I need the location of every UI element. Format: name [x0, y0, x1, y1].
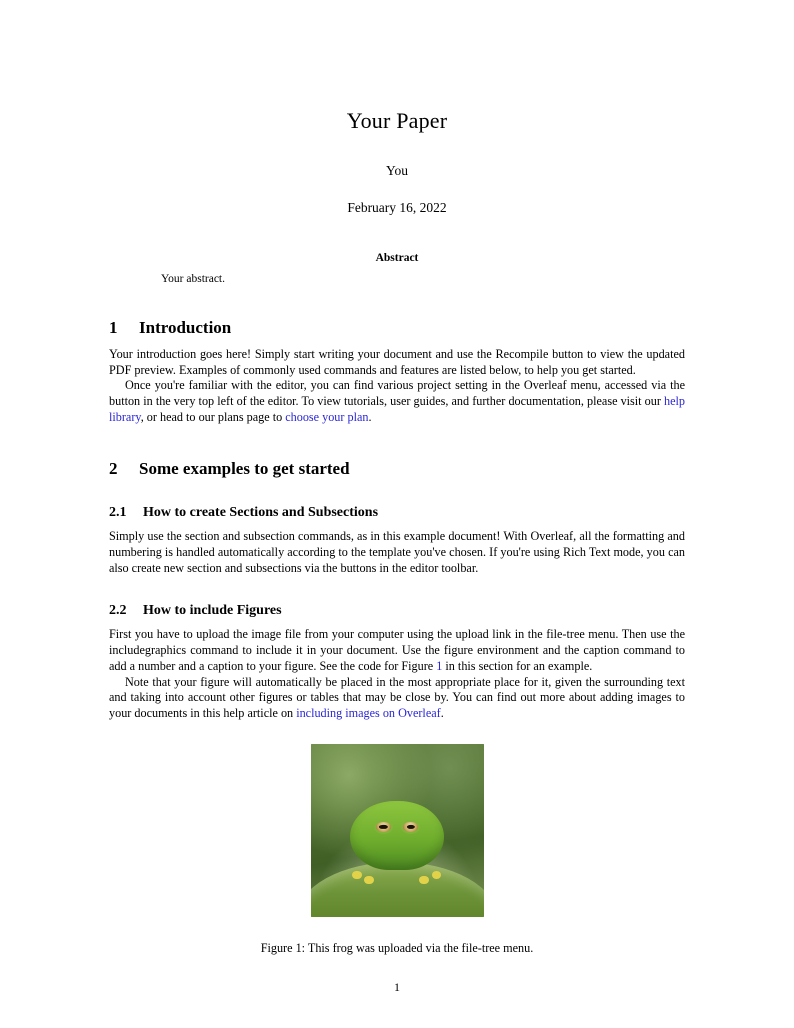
section-number-1: 1 [109, 318, 118, 337]
paragraph-2-2-2 [109, 675, 685, 723]
figure-reference-link[interactable]: 1 [436, 658, 443, 673]
frog-eye-left [376, 822, 392, 832]
text-run: Simply use the section and subsection commands, as in this example document! With Overleaf, all the formatting and numbering is handled automatically according to the template you've chosen. If you're using Rich Text mode, you can also create new section and subsections via the buttons in the editor toolbar. [109, 529, 685, 575]
section-title-2: Some examples to get started [139, 458, 350, 478]
section-title-1: Introduction [139, 318, 232, 337]
subsection-heading-2-2 [109, 603, 685, 618]
text-run: . [368, 410, 372, 425]
document-body [109, 108, 685, 956]
text-run: . [440, 706, 444, 721]
frog-pupil-left [379, 825, 387, 829]
text-run: in this section for an example. [442, 658, 593, 673]
document-author: You [386, 163, 408, 178]
text-run: Note that your figure will automatically be placed in the most appropriate place for it, given the surrounding text and taking into account other figures or tables that may be close by. You can find out more about adding images to your documents in this help article on [109, 674, 685, 721]
paragraph-intro-2 [109, 378, 685, 426]
help-library-link[interactable]: help library [109, 394, 685, 425]
subsection-title-2-1: How to create Sections and Subsections [143, 504, 379, 520]
document-date: February 16, 2022 [347, 200, 447, 215]
choose-your-plan-link[interactable]: choose your plan [285, 410, 369, 425]
section-number-2: 2 [109, 458, 118, 478]
including-images-link[interactable]: including images on Overleaf [296, 706, 441, 721]
text-run: First you have to upload the image file from your computer using the upload link in the file-tree menu. Then use the includegraphics command to include it in your document. Use the figure environment and the caption command to add a number and a caption to your figure. See the code for Figure [109, 627, 685, 673]
paragraph-2-1-1 [109, 529, 685, 577]
figure-1 [109, 744, 685, 956]
text-run: Your introduction goes here! Simply start writing your document and use the Recompile button to view the updated PDF preview. Examples of commonly used commands and features are listed below, to help you get started. [109, 346, 685, 377]
figure-caption: Figure 1: This frog was uploaded via the file-tree menu. [260, 941, 534, 956]
abstract-heading: Abstract [375, 252, 419, 264]
frog-toe-2 [364, 876, 374, 885]
page-title: Your Paper [346, 108, 448, 133]
section-heading-1 [109, 319, 685, 338]
frog-body-shape [350, 801, 443, 870]
frog-eye-right [403, 822, 419, 832]
frog-toe-4 [432, 871, 442, 880]
paragraph-2-2-1 [109, 627, 685, 675]
text-run: Once you're familiar with the editor, you can find various project setting in the Overleaf menu, accessed via the button in the very top left of the editor. To view tutorials, user guides, and further documentation, please visit our [109, 378, 685, 409]
subsection-heading-2-1 [109, 505, 685, 520]
page-number: 1 [394, 980, 400, 994]
section-heading-2 [109, 460, 685, 479]
frog-image [311, 744, 484, 917]
subsection-number-2-2: 2.2 [109, 602, 127, 618]
abstract-text: Your abstract. [161, 273, 225, 285]
frog-pupil-right [406, 825, 414, 829]
frog-toe-1 [352, 871, 362, 880]
paragraph-intro-1 [109, 347, 685, 379]
subsection-number-2-1: 2.1 [109, 504, 127, 520]
subsection-title-2-2: How to include Figures [143, 602, 282, 618]
text-run: , or head to our plans page to [140, 410, 286, 425]
